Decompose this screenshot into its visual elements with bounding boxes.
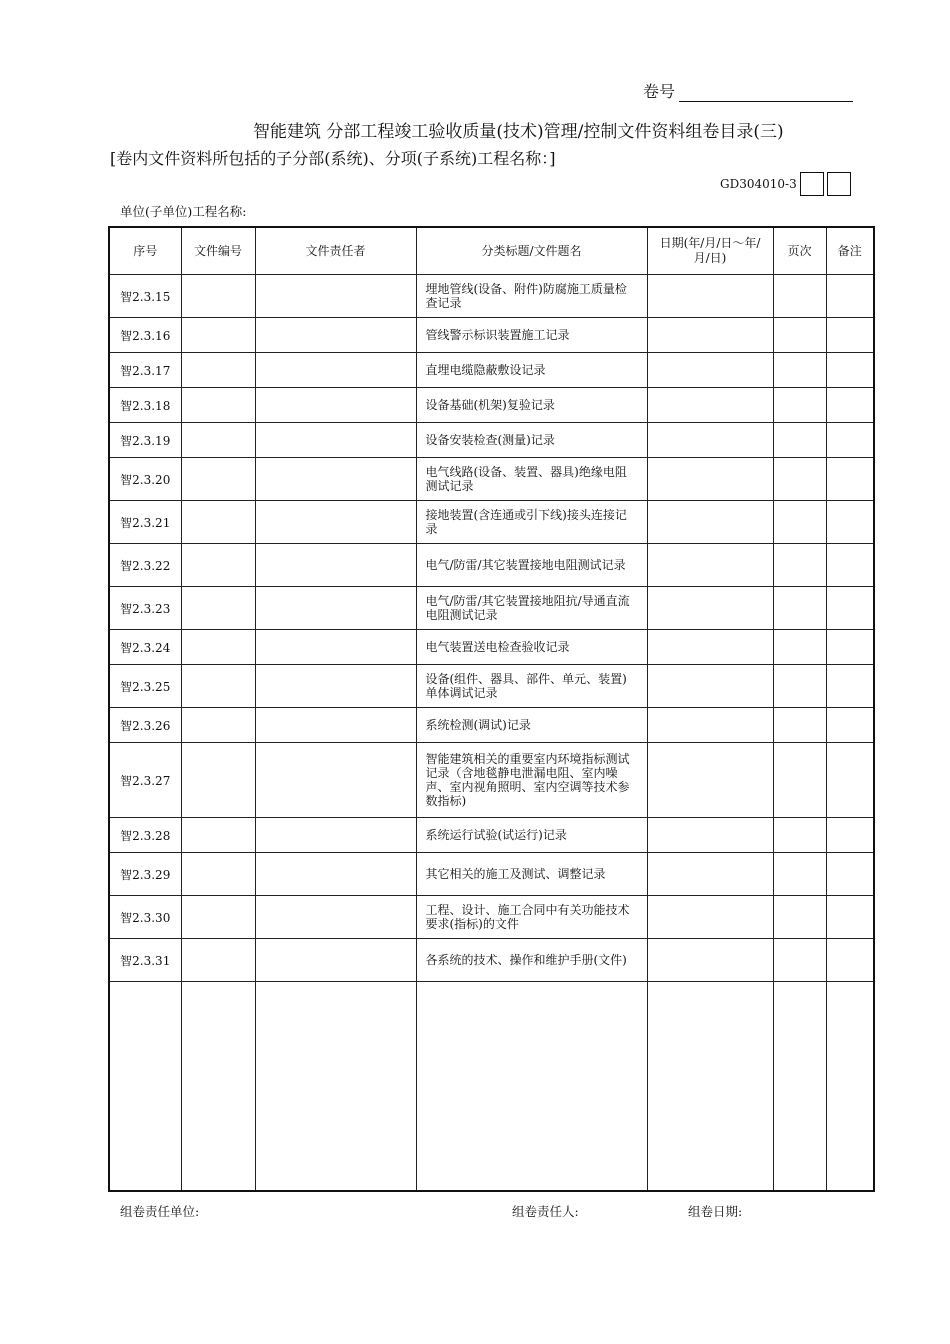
seq-cell: 智2.3.30 xyxy=(109,896,181,939)
remarks-cell[interactable] xyxy=(826,353,874,388)
col-header-responsible: 文件责任者 xyxy=(255,227,416,275)
file-number-cell[interactable] xyxy=(181,665,255,708)
title-cell: 接地装置(含连通或引下线)接头连接记录 xyxy=(416,501,647,544)
seq-cell: 智2.3.18 xyxy=(109,388,181,423)
seq-cell: 智2.3.20 xyxy=(109,458,181,501)
blank-cell[interactable] xyxy=(416,982,647,1192)
footer-person-label: 组卷责任人: xyxy=(512,1204,579,1219)
table-row xyxy=(109,818,874,853)
file-number-cell[interactable] xyxy=(181,353,255,388)
table-row xyxy=(109,388,874,423)
blank-row xyxy=(109,982,874,1192)
seq-cell: 智2.3.31 xyxy=(109,939,181,982)
title-cell: 埋地管线(设备、附件)防腐施工质量检查记录 xyxy=(416,275,647,318)
title-cell: 电气/防雷/其它装置接地电阻测试记录 xyxy=(416,544,647,587)
remarks-cell[interactable] xyxy=(826,708,874,743)
responsible-cell[interactable] xyxy=(255,275,416,318)
pages-cell[interactable] xyxy=(773,423,826,458)
file-number-cell[interactable] xyxy=(181,896,255,939)
date-cell[interactable] xyxy=(647,587,773,630)
responsible-cell[interactable] xyxy=(255,939,416,982)
blank-cell[interactable] xyxy=(647,982,773,1192)
responsible-cell[interactable] xyxy=(255,458,416,501)
file-number-cell[interactable] xyxy=(181,743,255,818)
responsible-cell[interactable] xyxy=(255,665,416,708)
responsible-cell[interactable] xyxy=(255,853,416,896)
table-row xyxy=(109,587,874,630)
doc-code-field xyxy=(720,172,851,196)
table-row xyxy=(109,896,874,939)
col-header-remarks: 备注 xyxy=(826,227,874,275)
table-row xyxy=(109,318,874,353)
table-row xyxy=(109,458,874,501)
remarks-cell[interactable] xyxy=(826,896,874,939)
file-number-cell[interactable] xyxy=(181,275,255,318)
responsible-cell[interactable] xyxy=(255,423,416,458)
file-number-cell[interactable] xyxy=(181,853,255,896)
responsible-cell[interactable] xyxy=(255,630,416,665)
footer-unit-label: 组卷责任单位: xyxy=(120,1204,200,1219)
title-cell: 设备(组件、器具、部件、单元、装置)单体调试记录 xyxy=(416,665,647,708)
document-subtitle: [卷内文件资料所包括的子分部(系统)、分项(子系统)工程名称：] xyxy=(110,149,556,168)
responsible-cell[interactable] xyxy=(255,318,416,353)
seq-cell: 智2.3.28 xyxy=(109,818,181,853)
col-header-seq: 序号 xyxy=(109,227,181,275)
pages-cell[interactable] xyxy=(773,818,826,853)
blank-cell[interactable] xyxy=(181,982,255,1192)
title-cell: 各系统的技术、操作和维护手册(文件) xyxy=(416,939,647,982)
pages-cell[interactable] xyxy=(773,630,826,665)
blank-cell[interactable] xyxy=(773,982,826,1192)
remarks-cell[interactable] xyxy=(826,388,874,423)
table-row xyxy=(109,853,874,896)
date-cell[interactable] xyxy=(647,501,773,544)
table-row xyxy=(109,544,874,587)
pages-cell[interactable] xyxy=(773,708,826,743)
footer-date-label: 组卷日期: xyxy=(688,1204,743,1219)
doc-code-box-2[interactable] xyxy=(827,172,851,196)
date-cell[interactable] xyxy=(647,544,773,587)
pages-cell[interactable] xyxy=(773,896,826,939)
pages-cell[interactable] xyxy=(773,587,826,630)
blank-cell[interactable] xyxy=(255,982,416,1192)
remarks-cell[interactable] xyxy=(826,587,874,630)
remarks-cell[interactable] xyxy=(826,458,874,501)
table-row xyxy=(109,423,874,458)
volume-number-label: 卷号 xyxy=(643,82,676,101)
pages-cell[interactable] xyxy=(773,853,826,896)
title-cell: 系统检测(调试)记录 xyxy=(416,708,647,743)
date-cell[interactable] xyxy=(647,630,773,665)
responsible-cell[interactable] xyxy=(255,708,416,743)
date-cell[interactable] xyxy=(647,353,773,388)
seq-cell: 智2.3.24 xyxy=(109,630,181,665)
remarks-cell[interactable] xyxy=(826,318,874,353)
table-row xyxy=(109,743,874,818)
file-number-cell[interactable] xyxy=(181,544,255,587)
remarks-cell[interactable] xyxy=(826,630,874,665)
title-cell: 电气/防雷/其它装置接地阻抗/导通直流电阻测试记录 xyxy=(416,587,647,630)
col-header-date: 日期(年/月/日～年/月/日) xyxy=(647,227,773,275)
responsible-cell[interactable] xyxy=(255,353,416,388)
table-row xyxy=(109,353,874,388)
remarks-cell[interactable] xyxy=(826,423,874,458)
date-cell[interactable] xyxy=(647,665,773,708)
seq-cell: 智2.3.17 xyxy=(109,353,181,388)
remarks-cell[interactable] xyxy=(826,544,874,587)
seq-cell: 智2.3.22 xyxy=(109,544,181,587)
remarks-cell[interactable] xyxy=(826,939,874,982)
volume-number-field xyxy=(643,79,853,102)
remarks-cell[interactable] xyxy=(826,665,874,708)
responsible-cell[interactable] xyxy=(255,501,416,544)
title-cell: 管线警示标识装置施工记录 xyxy=(416,318,647,353)
remarks-cell[interactable] xyxy=(826,743,874,818)
pages-cell[interactable] xyxy=(773,353,826,388)
file-number-cell[interactable] xyxy=(181,630,255,665)
table-row xyxy=(109,501,874,544)
pages-cell[interactable] xyxy=(773,318,826,353)
file-number-cell[interactable] xyxy=(181,708,255,743)
file-number-cell[interactable] xyxy=(181,318,255,353)
seq-cell: 智2.3.16 xyxy=(109,318,181,353)
responsible-cell[interactable] xyxy=(255,587,416,630)
title-cell: 系统运行试验(试运行)记录 xyxy=(416,818,647,853)
volume-number-blank[interactable] xyxy=(679,83,853,102)
pages-cell[interactable] xyxy=(773,743,826,818)
seq-cell: 智2.3.15 xyxy=(109,275,181,318)
doc-code-box-1[interactable] xyxy=(800,172,824,196)
date-cell[interactable] xyxy=(647,423,773,458)
pages-cell[interactable] xyxy=(773,275,826,318)
title-cell: 设备基础(机架)复验记录 xyxy=(416,388,647,423)
seq-cell: 智2.3.25 xyxy=(109,665,181,708)
title-cell: 智能建筑相关的重要室内环境指标测试记录（含地毯静电泄漏电阻、室内噪声、室内视角照明、室内空调等技术参数指标) xyxy=(416,743,647,818)
remarks-cell[interactable] xyxy=(826,818,874,853)
date-cell[interactable] xyxy=(647,275,773,318)
seq-cell: 智2.3.27 xyxy=(109,743,181,818)
pages-cell[interactable] xyxy=(773,665,826,708)
responsible-cell[interactable] xyxy=(255,743,416,818)
table-row xyxy=(109,708,874,743)
date-cell[interactable] xyxy=(647,743,773,818)
pages-cell[interactable] xyxy=(773,388,826,423)
date-cell[interactable] xyxy=(647,388,773,423)
responsible-cell[interactable] xyxy=(255,388,416,423)
unit-name-label: 单位(子单位)工程名称: xyxy=(120,204,247,219)
col-header-file-number: 文件编号 xyxy=(181,227,255,275)
date-cell[interactable] xyxy=(647,318,773,353)
pages-cell[interactable] xyxy=(773,939,826,982)
file-number-cell[interactable] xyxy=(181,458,255,501)
blank-cell[interactable] xyxy=(109,982,181,1192)
file-number-cell[interactable] xyxy=(181,423,255,458)
table-row xyxy=(109,939,874,982)
table-row xyxy=(109,275,874,318)
file-number-cell[interactable] xyxy=(181,587,255,630)
table-row xyxy=(109,630,874,665)
title-cell: 电气装置送电检查验收记录 xyxy=(416,630,647,665)
date-cell[interactable] xyxy=(647,853,773,896)
title-cell: 设备安装检查(测量)记录 xyxy=(416,423,647,458)
date-cell[interactable] xyxy=(647,818,773,853)
pages-cell[interactable] xyxy=(773,501,826,544)
blank-cell[interactable] xyxy=(826,982,874,1192)
pages-cell[interactable] xyxy=(773,458,826,501)
remarks-cell[interactable] xyxy=(826,275,874,318)
remarks-cell[interactable] xyxy=(826,853,874,896)
file-number-cell[interactable] xyxy=(181,818,255,853)
responsible-cell[interactable] xyxy=(255,544,416,587)
date-cell[interactable] xyxy=(647,458,773,501)
title-cell: 直埋电缆隐蔽敷设记录 xyxy=(416,353,647,388)
seq-cell: 智2.3.29 xyxy=(109,853,181,896)
file-number-cell[interactable] xyxy=(181,388,255,423)
file-number-cell[interactable] xyxy=(181,501,255,544)
responsible-cell[interactable] xyxy=(255,818,416,853)
date-cell[interactable] xyxy=(647,896,773,939)
date-cell[interactable] xyxy=(647,708,773,743)
seq-cell: 智2.3.26 xyxy=(109,708,181,743)
doc-code: GD304010-3 xyxy=(720,177,797,191)
table-header-row xyxy=(109,227,874,275)
title-cell: 工程、设计、施工合同中有关功能技术要求(指标)的文件 xyxy=(416,896,647,939)
table-row xyxy=(109,665,874,708)
seq-cell: 智2.3.19 xyxy=(109,423,181,458)
date-cell[interactable] xyxy=(647,939,773,982)
seq-cell: 智2.3.23 xyxy=(109,587,181,630)
catalog-table xyxy=(108,226,875,1192)
title-cell: 其它相关的施工及测试、调整记录 xyxy=(416,853,647,896)
seq-cell: 智2.3.21 xyxy=(109,501,181,544)
col-header-title: 分类标题/文件题名 xyxy=(416,227,647,275)
col-header-pages: 页次 xyxy=(773,227,826,275)
document-title: 智能建筑 分部工程竣工验收质量(技术)管理/控制文件资料组卷目录(三) xyxy=(253,122,784,142)
remarks-cell[interactable] xyxy=(826,501,874,544)
title-cell: 电气线路(设备、装置、器具)绝缘电阻测试记录 xyxy=(416,458,647,501)
pages-cell[interactable] xyxy=(773,544,826,587)
responsible-cell[interactable] xyxy=(255,896,416,939)
file-number-cell[interactable] xyxy=(181,939,255,982)
